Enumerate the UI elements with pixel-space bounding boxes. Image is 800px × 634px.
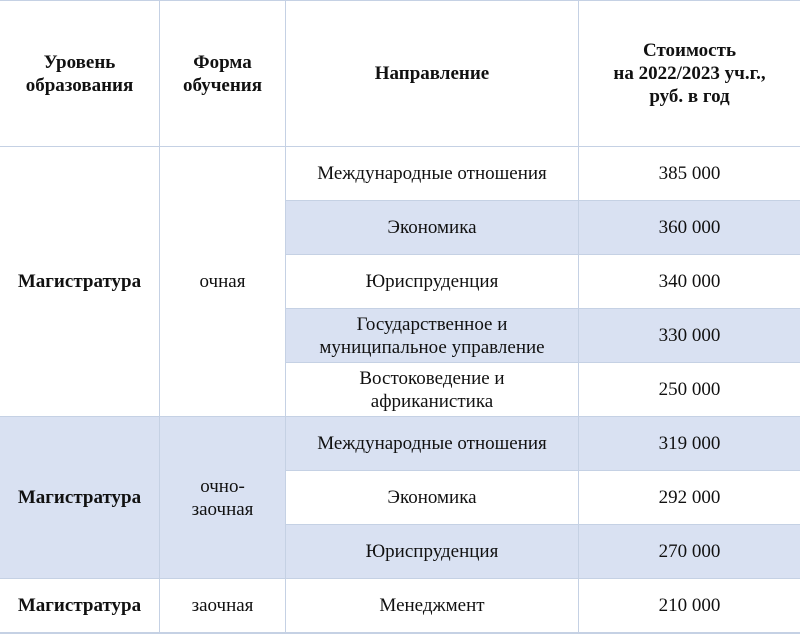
table-row bbox=[0, 579, 800, 634]
cost-cell: 270 000 bbox=[579, 525, 800, 579]
form-cell: очно- заочная bbox=[160, 417, 286, 579]
level-cell: Магистратура bbox=[0, 147, 160, 417]
level-cell: Магистратура bbox=[0, 417, 160, 579]
direction-cell: Международные отношения bbox=[286, 417, 579, 471]
level-cell: Магистратура bbox=[0, 579, 160, 634]
table-row bbox=[0, 147, 800, 201]
direction-cell: Юриспруденция bbox=[286, 525, 579, 579]
cost-cell: 292 000 bbox=[579, 471, 800, 525]
form-cell: заочная bbox=[160, 579, 286, 634]
cost-cell: 210 000 bbox=[579, 579, 800, 634]
direction-cell: Экономика bbox=[286, 471, 579, 525]
direction-cell: Государственное и муниципальное управление bbox=[286, 309, 579, 363]
header-level: Уровень образования bbox=[0, 1, 160, 147]
cost-cell: 385 000 bbox=[579, 147, 800, 201]
cost-cell: 250 000 bbox=[579, 363, 800, 417]
header-row bbox=[0, 1, 800, 147]
cost-cell: 340 000 bbox=[579, 255, 800, 309]
direction-cell: Востоковедение и африканистика bbox=[286, 363, 579, 417]
cost-cell: 360 000 bbox=[579, 201, 800, 255]
header-cost: Стоимость на 2022/2023 уч.г., руб. в год bbox=[579, 1, 800, 147]
header-form: Форма обучения bbox=[160, 1, 286, 147]
cost-cell: 330 000 bbox=[579, 309, 800, 363]
direction-cell: Юриспруденция bbox=[286, 255, 579, 309]
direction-cell: Менеджмент bbox=[286, 579, 579, 634]
cost-cell: 319 000 bbox=[579, 417, 800, 471]
form-cell: очная bbox=[160, 147, 286, 417]
table-row bbox=[0, 417, 800, 471]
header-direction: Направление bbox=[286, 1, 579, 147]
direction-cell: Международные отношения bbox=[286, 147, 579, 201]
direction-cell: Экономика bbox=[286, 201, 579, 255]
